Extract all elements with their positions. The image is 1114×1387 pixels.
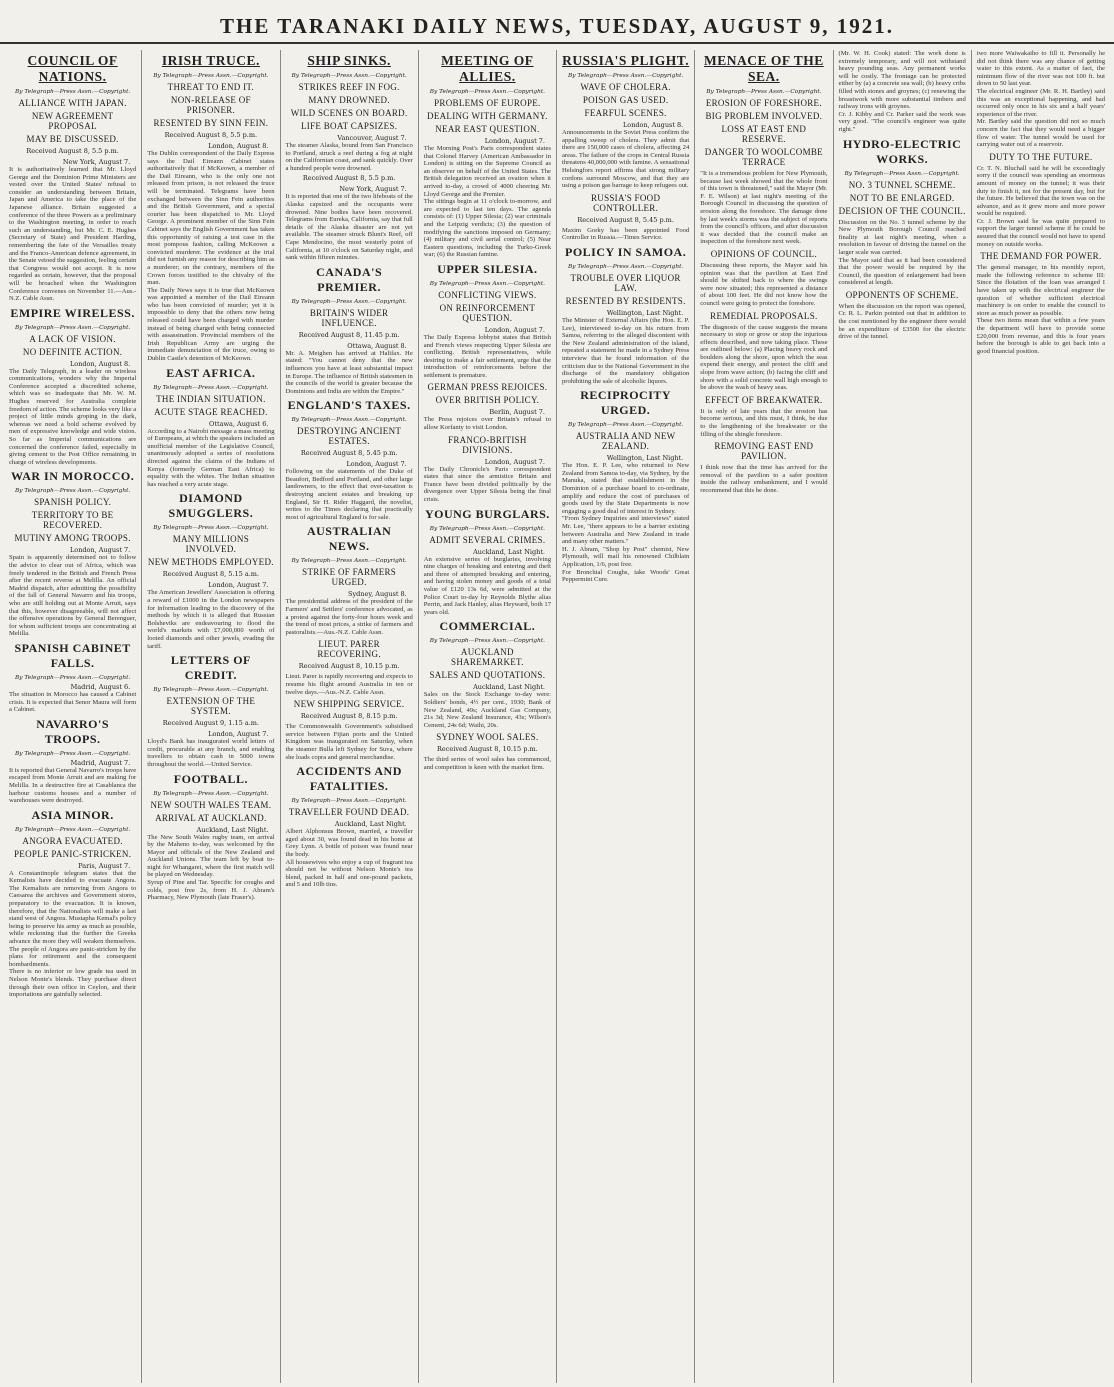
article-body: The Mayor said that as it had been considered that the power would be required by the Council, the question of enlargement had been considered at length. xyxy=(838,256,966,287)
wire-credit: By Telegraph—Press Assn.—Copyright. xyxy=(153,73,269,79)
article-body: The Daily Telegraph, in a leader on wireless communications, wonders why the Imperial Conference accepted a discredited scheme, which was so inadequate that Mr. W. M. Hughes reserved for Australia complete freedom of action. The scheme looks very like a project of little minds groping in the dark, whereas we need a bold scheme evolved by men of expressive knowledge and wide vision. So far as Imperial communications are concerned the conference failed, especially in giving cement to the Post Office remaining in charge of wireless developments. xyxy=(9,367,137,466)
sub-headline: NO DEFINITE ACTION. xyxy=(22,346,123,357)
received-line: Received August 8, 5.45 p.m. xyxy=(300,449,398,458)
received-line: Received August 8, 5.5 p.m. xyxy=(26,147,119,155)
wire-credit: By Telegraph—Press Assn.—Copyright. xyxy=(15,488,131,495)
wire-credit: By Telegraph—Press Assn.—Copyright. xyxy=(568,73,684,79)
article-body: The general manager, in his monthly report, made the following reference to scheme III: Since the flotation of the loan was arranged I have taken up with the electrical engineer the question of whether sufficient electrical machinery is on order to enable the council to store as much power as possible. xyxy=(976,264,1105,317)
sub-headline: NEW METHODS EMPLOYED. xyxy=(147,557,274,568)
article-headline: DIAMOND SMUGGLERS. xyxy=(168,491,254,521)
wire-credit: By Telegraph—Press Assn.—Copyright. xyxy=(291,73,407,79)
wire-credit: By Telegraph—Press Assn.—Copyright. xyxy=(291,558,407,565)
received-line: Received August 8, 5.5 p.m. xyxy=(302,174,396,183)
sub-headline: TERRITORY TO BE RECOVERED. xyxy=(31,510,114,531)
sub-headline: MUTINY AMONG TROOPS. xyxy=(14,533,131,544)
article-body: The steamer Alaska, bound from San Francisco to Portland, struck a reef during a fog at night on the Californian coast, and sank quickly. Over a hundred people were drowned. xyxy=(285,142,413,172)
sub-headline: GERMAN PRESS REJOICES. xyxy=(427,382,548,393)
sub-headline: OPINIONS OF COUNCIL. xyxy=(710,248,817,259)
article-body: Cr. J. Brown said he was quite prepared to support the larger tunnel scheme if he could be assured that the council would not have to spend money on outside works. xyxy=(976,217,1105,248)
article-body: Following on the statements of the Duke of Beaufort, Bedford and Portland, and other large landowners, to the effect that over-taxation is destroying ancient estates and breaking up England, Sir H. Rider Haggard, the novelist, writes to the Times declaring that practically most of agricultural England is for sale. xyxy=(285,468,413,521)
wire-credit: By Telegraph—Press Assn.—Copyright. xyxy=(153,525,269,532)
wire-credit: By Telegraph—Press Assn.—Copyright. xyxy=(429,280,545,287)
sub-headline: NEAR EAST QUESTION. xyxy=(435,124,540,134)
sub-headline: BRITAIN'S WIDER INFLUENCE. xyxy=(309,307,389,328)
sub-headline: FEARFUL SCENES. xyxy=(584,108,667,118)
article-body: The presidential address of the president of the Farmers' and Settlers' conference advocated, as a protest against the forty-four hours week and the trend of most prices, a strike of farmers and pastoralists.—Aus.-N.Z. Cable Assn. xyxy=(285,598,413,636)
sub-headline: SYDNEY WOOL SALES. xyxy=(436,732,539,743)
article-body: Mr. A. Meighen has arrived at Halifax. He stated: "You cannot deny that the new influences you have at least substantial impact in Europe. The influence of British statesmen in the councils of the world is greater because the Dominions and India are within the Empire." xyxy=(285,349,413,395)
wire-credit: By Telegraph—Press Assn.—Copyright. xyxy=(429,89,545,95)
sub-headline: THREAT TO END IT. xyxy=(167,82,255,92)
sub-headline: STRIKES REEF IN FOG. xyxy=(298,82,400,92)
dateline: Sydney, August 8. xyxy=(348,590,407,599)
article-body: For Bronchial Coughs, take Woods' Great Peppermint Cure. xyxy=(562,568,690,584)
dateline: Wellington, Last Night. xyxy=(606,454,684,463)
article-headline: IRISH TRUCE. xyxy=(161,53,260,68)
sub-headline: REMOVING EAST END PAVILION. xyxy=(714,441,814,462)
column-6 xyxy=(695,50,833,1383)
column-2 xyxy=(142,50,280,1383)
wire-credit: By Telegraph—Press Assn.—Copyright. xyxy=(706,89,822,95)
wire-credit: By Telegraph—Press Assn.—Copyright. xyxy=(844,170,960,177)
article-body: The American Jewellers' Association is offering a reward of £1000 in the London newspapers for information leading to the discovery of the methods by which it is alleged that Russian Bolsheviks are endeavouring to flood the world's markets with £7,000,000 worth of looted diamonds and other jewels, evading the tariff. xyxy=(147,589,275,650)
article-body: (Mr. W. H. Cook) stated: The work done is extremely temporary, and will not withstand heavy pounding seas. Any permanent works will be costly. The frontage can be protected either by (a) a concrete sea wall; (b) heavy cribs filled with stones and groynes; (c) renewing the breastwork with more substantial timbers and railway irons with groynes. xyxy=(838,50,966,111)
sub-headline: REMEDIAL PROPOSALS. xyxy=(710,310,818,321)
sub-headline: MAY BE DISCUSSED. xyxy=(26,134,119,144)
dateline: Madrid, August 6. xyxy=(70,682,131,691)
article-body: The situation in Morocco has caused a Cabinet crisis. It is expected that Senor Maura will form a Cabinet. xyxy=(9,690,137,714)
sub-headline: SPANISH POLICY. xyxy=(34,497,112,508)
sub-headline: DESTROYING ANCIENT ESTATES. xyxy=(297,426,402,447)
sub-headline: SALES AND QUOTATIONS. xyxy=(429,670,546,681)
dateline: London, August 7. xyxy=(484,457,545,466)
received-line: Received August 9, 1.15 a.m. xyxy=(162,719,260,728)
article-headline: ACCIDENTS AND FATALITIES. xyxy=(296,764,402,794)
article-body: The Daily Express lobbyist states that British and French views respecting Upper Silesia are conflicting. British representatives, while desiring to make a fair settlement, urge that the introduction of reinforcements before the settlement is premature. xyxy=(423,333,551,379)
sub-headline: DANGER TO WOOLCOMBE TERRACE xyxy=(704,147,823,167)
received-line: Received August 8, 5.45 p.m. xyxy=(577,215,674,224)
article-body: The Hon. E. P. Lee, who returned to New Zealand from Samoa to-day, via Sydney, by the Manuka, stated that establishment in the Dominion of a purchase board to co-ordinate, amplify and reduce the cost of purchases of goods used by the State Departments is now engaging a good deal of interest in Sydney. xyxy=(562,462,690,515)
article-headline: AUSTRALIAN NEWS. xyxy=(306,524,392,554)
wire-credit: By Telegraph—Press Assn.—Copyright. xyxy=(15,826,131,833)
sub-headline: NEW AGREEMENT PROPOSAL xyxy=(31,111,114,131)
sub-headline: ACUTE STAGE REACHED. xyxy=(154,406,268,417)
sub-headline: MANY MILLIONS INVOLVED. xyxy=(172,534,250,555)
received-line: Received August 8, 10.15 p.m. xyxy=(437,745,538,754)
column-1 xyxy=(4,50,142,1383)
column-8 xyxy=(972,50,1110,1383)
article-body: A Constantinople telegram states that the Kemalists have decided to evacuate Angora. The Kemalists are removing from Angora to Caesarea the archives and Government stores, preparatory to the evacuation. It is known, therefore, that the Nationalists will make a last stand west of Angora. Mustapha Kemal's policy being to preserve his army as much as possible, while reckoning that the further the Greeks advance the more they will weaken themselves. The people of Angora are panic-stricken by the plans for retirement and the consequent bombardments. xyxy=(9,869,137,968)
wire-credit: By Telegraph—Press Assn.—Copyright. xyxy=(153,790,269,797)
article-body: The sittings begin at 11 o'clock to-morrow, and are expected to last ten days. The agenda consists of: (1) Upper Silesia; (2) war criminals and the Leipzig verdicts; (3) the question of modifying the sanctions imposed on Germany; (4) military and civil aerial control; (5) Near Eastern questions, including the Turko-Greek war; (6) the Russian famine. xyxy=(423,198,551,259)
sub-headline: STRIKE OF FARMERS URGED. xyxy=(302,567,397,588)
article-body: The New South Wales rugby team, on arrival by the Maheno to-day, was welcomed by the Mayor and officials of the New Zealand and Auckland Unions. The team left by boat to-night for Whangarei, where the first match will be played on Wednesday. xyxy=(147,833,275,879)
article-body: The Dublin correspondent of the Daily Express says the Dail Eireann Cabinet states authoritatively that if McKeown, a member of the Dail Eireann, who is the only one not released from prison, is not released the truce will be terminated. Telegrams have been exchanged between the Sinn Fein authorities and the British Government, and a special courier has been dispatched to Mr. Lloyd George. A prominent member of the Sinn Fein Cabinet says the English Government has taken this opportunity of raising a test case in the most pompous fashion, calling McKeown a convicted murderer. The evidence at the trial did not furnish any reason for describing him as a murderer; on the contrary, members of the Crown forces testified to the chivalry of the man. xyxy=(147,150,275,287)
received-line: Received August 8, 10.15 p.m. xyxy=(298,662,400,671)
wire-credit: By Telegraph—Press Assn.—Copyright. xyxy=(429,525,545,532)
dateline: Paris, August 7. xyxy=(78,861,131,870)
sub-headline: THE INDIAN SITUATION. xyxy=(156,393,266,404)
article-body: There is no inferior or low grade tea used in Nelson Monte's blends. They purchase direct through their own office in Ceylon, and their importations are gainfully selected. xyxy=(9,968,137,999)
sub-headline: WAVE OF CHOLERA. xyxy=(580,82,671,92)
wire-credit: By Telegraph—Press Assn.—Copyright. xyxy=(291,417,407,424)
article-headline: MEETING OF ALLIES. xyxy=(441,53,534,84)
article-body: An extensive series of burglaries, involving nine charges of breaking and entering and theft and three of attempted breaking and entering, and having stolen money and goods of a total value of £120 13s 6d, were admitted at the Police Court to-day by Reynolds Blythe alias Perrin, and Jack Hanley, alias Heyward, both 17 years old. xyxy=(423,555,551,616)
wire-credit: By Telegraph—Press Assn.—Copyright. xyxy=(429,638,545,645)
dateline: Auckland, Last Night. xyxy=(473,547,545,556)
wire-credit: By Telegraph—Press Assn.—Copyright. xyxy=(15,89,131,95)
article-headline: UPPER SILESIA. xyxy=(437,261,538,276)
sub-headline: ADMIT SEVERAL CRIMES. xyxy=(429,534,546,545)
dateline: Auckland, Last Night. xyxy=(196,825,269,834)
article-body: The Daily Chronicle's Paris correspondent states that since the armistice Britain and France have been divided politically by the divergence over Upper Silesia being the final crisis. xyxy=(423,465,551,504)
masthead xyxy=(0,0,1114,44)
dateline: London, August 8. xyxy=(69,359,131,368)
sub-headline: DUTY TO THE FUTURE. xyxy=(989,151,1093,162)
sub-headline: AUSTRALIA AND NEW ZEALAND. xyxy=(575,431,676,452)
article-body: "From Sydney Inquiries and interviews" stated Mr. Lee, "there appears to be a barrier existing between Australia and New Zealand in trade and many other matters." xyxy=(562,515,690,546)
article-headline: COUNCIL OF NATIONS. xyxy=(27,53,118,84)
sub-headline: RESENTED BY SINN FEIN. xyxy=(153,118,269,128)
article-headline: MENACE OF THE SEA. xyxy=(703,53,824,84)
article-body: It is reported that one of the two lifeboats of the Alaska capsized and the occupants were drowned. Nine bodies have been recovered. Telegrams from Eureka, California, say that full details of the Alaska disaster are not yet available. The steamer struck Blunt's Reef, off Cape Mendocino, the most westerly point of California, at 10 o'clock on Saturday night, and sank within fifteen minutes. xyxy=(285,193,413,262)
article-body: Albert Alphonsus Brown, married, a traveller aged about 30, was found dead in his home at Grey Lynn. A bottle of poison was found near the body. xyxy=(285,828,413,858)
article-headline: HYDRO-ELECTRIC WORKS. xyxy=(842,136,962,166)
sub-headline: ARRIVAL AT AUCKLAND. xyxy=(155,812,267,823)
article-body: "It is a tremendous problem for New Plymouth, because last week showed that the whole front of this town is threatened," said the Mayor (Mr. F. E. Wilson) at last night's meeting of the Borough Council in discussing the question of erosion along the foreshore. The damage done by last week's storms was the subject of reports from the council's officers, and after discussion it was decided that the council make an inspection of the foreshore next week. xyxy=(700,170,828,246)
article-headline: NAVARRO'S TROOPS. xyxy=(36,716,109,746)
dateline: Ottawa, August 6. xyxy=(209,419,269,428)
sub-headline: NO. 3 TUNNEL SCHEME. xyxy=(848,179,956,190)
article-body: The third series of wool sales has commenced, and competition is keen with the market firm. xyxy=(423,756,551,771)
wire-credit: By Telegraph—Press Assn.—Copyright. xyxy=(153,687,269,694)
column-7 xyxy=(834,50,972,1383)
wire-credit: By Telegraph—Press Assn.—Copyright. xyxy=(15,750,131,757)
article-body: Mr. Bartley said the question did not so much concern the fact that they would need a bigger flow of water. The tunnel would be used for carrying water out of a reservoir. xyxy=(976,118,1105,149)
sub-headline: LIEUT. PARER RECOVERING. xyxy=(317,639,381,660)
article-body: The Press rejoices over Britain's refusal to allow Korfanty to visit London. xyxy=(423,416,551,432)
received-line: Received August 8, 5.15 a.m. xyxy=(162,570,260,579)
article-headline: SHIP SINKS. xyxy=(307,53,391,68)
column-4 xyxy=(419,50,557,1383)
article-headline: EMPIRE WIRELESS. xyxy=(10,305,135,320)
dateline: London, August 7. xyxy=(346,460,407,469)
article-body: Maxim Gorky has been appointed Food Controller in Russia.—Times Service. xyxy=(562,226,690,242)
received-line: Received August 8, 8.15 p.m. xyxy=(300,712,398,721)
sub-headline: OPPONENTS OF SCHEME. xyxy=(845,289,959,300)
sub-headline: LOSS AT EAST END RESERVE. xyxy=(721,124,807,144)
sub-headline: ON REINFORCEMENT QUESTION. xyxy=(439,302,536,323)
dateline: Auckland, Last Night. xyxy=(334,820,407,829)
sub-headline: RUSSIA'S FOOD CONTROLLER. xyxy=(590,192,661,213)
article-headline: YOUNG BURGLARS. xyxy=(424,506,550,521)
dateline: London, August 7. xyxy=(208,730,269,739)
article-body: Lieut. Parer is rapidly recovering and expects to resume his flight around Australia in ten or twelve days.—Aus.-N.Z. Cable Assn. xyxy=(285,673,413,696)
wire-credit: By Telegraph—Press Assn.—Copyright. xyxy=(15,674,131,681)
dateline: New York, August 7. xyxy=(62,158,131,166)
article-headline: ASIA MINOR. xyxy=(31,807,114,822)
column-3 xyxy=(281,50,419,1383)
dateline: Ottawa, August 8. xyxy=(347,341,407,350)
article-body: Announcements in the Soviet Press confirm the appalling sweep of cholera. They admit that there are 150,000 cases of cholera, affecting 24 areas. The failure of the crops in Central Russia threatens 40,000,000 with famine. A sensational Helsingfors report affirms that strong military cordons surround Moscow, and that they are using a poison gas barrage to keep refugees out. xyxy=(562,129,690,190)
dateline: London, August 7. xyxy=(484,325,545,334)
columns-container xyxy=(4,50,1110,1383)
article-body: The Daily News says it is true that McKeown was appointed a member of the Dail Eireann who has been convicted of murder; yet it is impossible to deny that the others now being released could have been charged with murder instead of being charged with being connected with assassination. Provincial members of the Irish Republican Army are urging the immediate denunciation of the truce, owing to Dublin Castle's detention of McKeown. xyxy=(147,286,275,363)
article-body: Sales on the Stock Exchange to-day were: Soldiers' bonds, 4½ per cent., 1930; Bank of New Zealand, 49s; Auckland Gas Company, 21s 3d; New Zealand Insurance, 43s; Wilson's Cement, 24s 6d; Waihi, 20s. xyxy=(423,691,551,729)
article-body: It is reported that General Navarro's troops have escaped from Monte Arruit and are making for Melilla. In a destructive fire at Casablanca the harbour customs houses and a number of warehouses were destroyed. xyxy=(9,766,137,805)
article-body: The Minister of External Affairs (the Hon. E. P. Lee), interviewed to-day on his return from Samoa, referring to the alleged discontent with the New Zealand administration of the island, repeated a statement he made in a Sydney Press interview that he found information of the criticism due to the National Government in the discharge of the mandatory obligation prohibiting the sale of alcoholic liquors. xyxy=(562,316,690,385)
sub-headline: EROSION OF FORESHORE. xyxy=(705,98,822,108)
dateline: Vancouver, August 7. xyxy=(337,134,407,142)
article-headline: RUSSIA'S PLIGHT. xyxy=(562,53,690,68)
column-5 xyxy=(557,50,695,1383)
sub-headline: ANGORA EVACUATED. xyxy=(22,835,123,846)
sub-headline: RESENTED BY RESIDENTS. xyxy=(565,295,686,306)
article-body: H. J. Abram, "Shop by Post" chemist, New Plymouth, will mail his renowned Chilblain Application, 1/6, post free. xyxy=(562,545,690,568)
article-headline: WAR IN MOROCCO. xyxy=(11,469,135,484)
article-body: I think now that the time has arrived for the removal of the pavilion to a safer position inside the railway embankment, and I would recommend that this be done. xyxy=(700,464,828,494)
article-body: Spain is apparently determined not to follow the advice to clear out of Africa, which was freely tendered in the British and French Press after the recent reverse at Melilla. An official Madrid dispatch, after admitting the possibility of the fall of General Navarro and his troops, who are still holding out at Monte Arruit, says that this, however disagreeable, will not affect the offensive operations by General Berenguer, for whom sufficient troops are concentrating at Melilla. xyxy=(9,554,137,638)
article-body: two more Waiwakaiho to fill it. Personally he did not think there was any chance of getting water to this extent. As a matter of fact, the minimum flow of the river was not 100 ft. but down to 50 last year. xyxy=(976,50,1105,88)
sub-headline: WILD SCENES ON BOARD. xyxy=(290,108,408,118)
article-body: When the discussion on the report was opened, Cr. R. L. Parkin pointed out that in addition to the cost mentioned by the engineer there would be an expenditure of £3500 for the electric drive of the tunnel. xyxy=(838,302,966,341)
sub-headline: TRAVELLER FOUND DEAD. xyxy=(288,807,410,818)
article-body: It is only of late years that the erosion has become serious, and this must, I think, be due to the lengthening of the breakwater or the filling of the shingle foreshore. xyxy=(700,407,828,438)
dateline: Wellington, Last Night. xyxy=(606,308,684,317)
dateline: London, August 7. xyxy=(69,546,131,555)
sub-headline: NEW SOUTH WALES TEAM. xyxy=(150,799,272,810)
sub-headline: FRANCO-BRITISH DIVISIONS. xyxy=(448,434,527,455)
wire-credit: By Telegraph—Press Assn.—Copyright. xyxy=(568,263,684,270)
article-headline: POLICY IN SAMOA. xyxy=(565,244,687,259)
wire-credit: By Telegraph—Press Assn.—Copyright. xyxy=(15,324,131,331)
dateline: London, August 7. xyxy=(484,137,545,145)
article-body: According to a Nairobi message a mass meeting of Europeans, at which the speakers included an unofficial member of the Legislative Council, unanimously adopted a series of resolutions directed against the claims of the Indians of Kenya (formerly German East Africa) to equality with the whites. The Indian situation has reached a very acute stage. xyxy=(147,427,275,488)
dateline: London, August 8. xyxy=(622,121,684,129)
sub-headline: NOT TO BE ENLARGED. xyxy=(849,192,955,203)
sub-headline: LIFE BOAT CAPSIZES. xyxy=(300,121,398,131)
article-body: Lloyd's Bank has inaugurated world letters of credit, procurable at any branch, and enabling travellers to obtain cash in 5000 towns throughout the world.—United Service. xyxy=(147,738,275,768)
sub-headline: BIG PROBLEM INVOLVED. xyxy=(705,111,823,121)
wire-credit: By Telegraph—Press Assn.—Copyright. xyxy=(568,422,684,429)
sub-headline: DECISION OF THE COUNCIL. xyxy=(838,205,966,216)
dateline: London, August 7. xyxy=(208,581,269,590)
dateline: Auckland, Last Night. xyxy=(473,683,545,692)
sub-headline: PEOPLE PANIC-STRICKEN. xyxy=(13,848,132,859)
sub-headline: NON-RELEASE OF PRISONER. xyxy=(170,95,251,115)
dateline: Berlin, August 7. xyxy=(489,408,545,417)
article-headline: SPANISH CABINET FALLS. xyxy=(14,640,131,670)
page-title: THE TARANAKI DAILY NEWS, TUESDAY, AUGUST 9, 1921. xyxy=(220,14,894,38)
wire-credit: By Telegraph—Press Assn.—Copyright. xyxy=(291,298,407,305)
sub-headline: EFFECT OF BREAKWATER. xyxy=(705,394,823,405)
sub-headline: ALLIANCE WITH JAPAN. xyxy=(18,98,127,108)
article-headline: ENGLAND'S TAXES. xyxy=(287,398,411,413)
sub-headline: PROBLEMS OF EUROPE. xyxy=(434,98,541,108)
article-body: The electrical engineer (Mr. R. H. Bartley) said this was an exceptional happening, and had occurred only once in his six and a half years' experience of the river. xyxy=(976,87,1105,118)
received-line: Received August 8, 11.45 p.m. xyxy=(298,330,400,339)
sub-headline: EXTENSION OF THE SYSTEM. xyxy=(166,696,256,717)
wire-credit: By Telegraph—Press Assn.—Copyright. xyxy=(291,798,407,805)
sub-headline: POISON GAS USED. xyxy=(582,95,669,105)
article-body: The Commonwealth Government's subsidised service between Fijian ports and the United Kingdom was inaugurated on Saturday, when the steamer Bulla left Sydney for Suva, where she loads copra and general merchandise. xyxy=(285,723,413,761)
article-body: Syrup of Pine and Tar. Specific for coughs and colds, post free 2s, from H. J. Abram's Pharmacy, New Plymouth (late Fraser's). xyxy=(147,879,275,902)
dateline: London, August 8. xyxy=(208,142,269,150)
article-body: Discussing these reports, the Mayor said his opinion was that the pavilion at East End should be shifted back to where the swings were now situated; this represented a distance of about 100 feet. He did not know how the council were going to protect the foreshore. xyxy=(700,261,828,307)
sub-headline: DEALING WITH GERMANY. xyxy=(427,111,548,121)
article-body: The Morning Post's Paris correspondent states that Colonel Harvey (American Ambassador in London) is sitting on the Supreme Council as an observer on behalf of the United States. The British delegation received an ovation when it arrived to-day, a crowd of 4000 cheering Mr. Lloyd George and the Premier. xyxy=(423,145,551,198)
article-headline: LETTERS OF CREDIT. xyxy=(170,653,251,683)
article-headline: FOOTBALL. xyxy=(173,771,248,786)
article-body: Discussion on the No. 3 tunnel scheme by the New Plymouth Borough Council reached finality at last night's meeting, when a resolution in favour of driving the tunnel on the larger scale was carried. xyxy=(838,218,966,256)
sub-headline: A LACK OF VISION. xyxy=(29,333,116,344)
sub-headline: TROUBLE OVER LIQUOR LAW. xyxy=(570,272,681,293)
dateline: New York, August 7. xyxy=(339,185,407,194)
sub-headline: CONFLICTING VIEWS. xyxy=(438,289,537,300)
sub-headline: NEW SHIPPING SERVICE. xyxy=(293,699,405,710)
article-body: These two items mean that within a few years the department will have to provide some £20,000 from revenue, and this is four years before the borough is able to get back into a good financial position. xyxy=(976,317,1105,355)
received-line: Received August 8, 5.5 p.m. xyxy=(164,131,258,139)
article-body: Cr. J. Kibby and Cr. Parker said the work was very good. "The council's engineer was quite right." xyxy=(838,110,966,133)
article-body: It is authoritatively learned that Mr. Lloyd George and the Dominion Prime Ministers are vested over the United States' refusal to consider an understanding between Britain, Japan and America to take the place of the Japanese alliance. Britain suggested a conference of the three Powers as a preliminary to the Washington meeting, in order to reach such an understanding, but Mr. C. E. Hughes (Secretary of State) and President Harding, remembering the fate of the Versailles treaty and the Franco-American defence agreement, in the Senate vetoed the suggestion, feeling certain that Congress would not accept. It is now regarded as certain, however, that the proposal will be broached when the Washington Conference convenes on November 11.—Aus.-N.Z. Cable Assn. xyxy=(9,166,137,303)
article-body: The diagnosis of the cause suggests the means necessary to stop or grow or stop the injurious effects described, and now taking place. These are outlined below: (a) Placing heavy rock and boulders along the shore, upon which the seas expend their energy, and protect the cliff and slope from wave action; (b) facing the cliff and shore with a solid concrete wall high enough to be above the wash of heavy seas. xyxy=(700,323,828,392)
article-headline: COMMERCIAL. xyxy=(439,619,536,634)
article-body: All housewives who enjoy a cup of fragrant tea should not be without Nelson Monte's tea blend, packed in half and one-pound packets, and 5 and 10lb tins. xyxy=(285,858,413,889)
wire-credit: By Telegraph—Press Assn.—Copyright. xyxy=(153,384,269,391)
sub-headline: AUCKLAND SHAREMARKET. xyxy=(451,647,524,668)
article-headline: CANADA'S PREMIER. xyxy=(316,264,383,294)
sub-headline: OVER BRITISH POLICY. xyxy=(435,395,540,406)
article-headline: EAST AFRICA. xyxy=(166,365,256,380)
article-body: Cr. T. N. Bluchall said he will be exceedingly sorry if the council was spending an enormous amount of money on the tunnel; it was their duty to finish it, not for the present day, but for the future. He believed that the town was on the advance, and as it grew more and more power would be required. xyxy=(976,164,1105,218)
sub-headline: THE DEMAND FOR POWER. xyxy=(980,251,1102,262)
dateline: Madrid, August 7. xyxy=(70,758,131,767)
article-headline: RECIPROCITY URGED. xyxy=(580,388,672,418)
sub-headline: MANY DROWNED. xyxy=(308,95,390,105)
